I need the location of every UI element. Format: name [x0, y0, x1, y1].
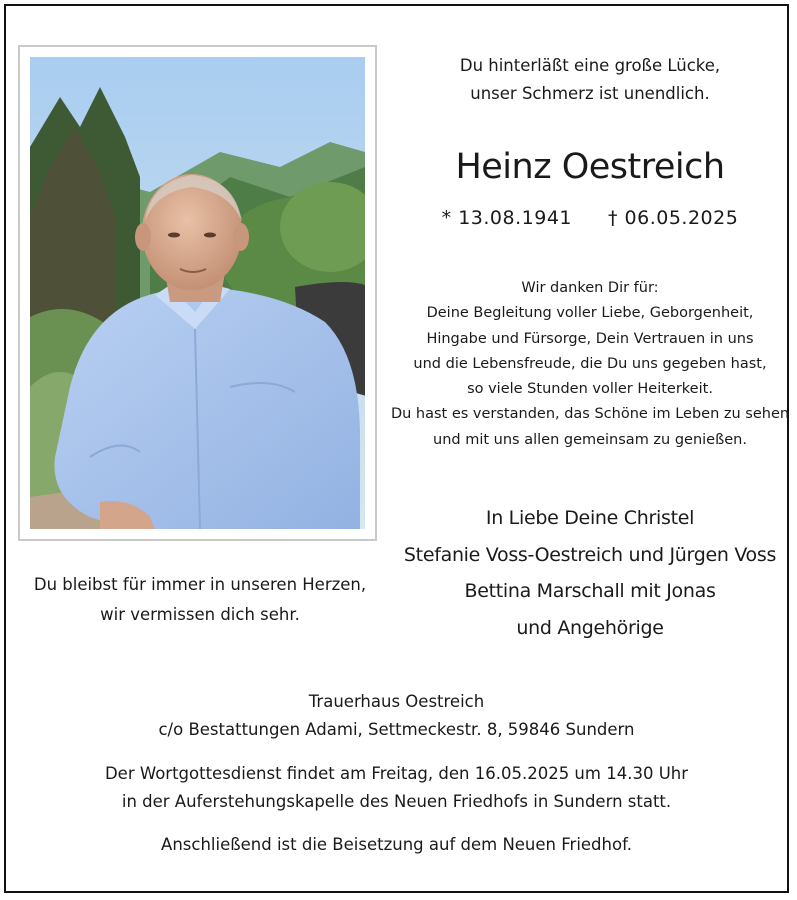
portrait-frame — [18, 45, 377, 541]
address-line: Trauerhaus Oestreich — [308, 692, 485, 711]
top-quote — [390, 52, 790, 108]
service-line: Der Wortgottesdienst findet am Freitag, den 16.05.2025 um 14.30 Uhr — [104, 764, 689, 783]
photo-quote-line: wir vermissen dich sehr. — [100, 605, 300, 624]
top-quote-line: unser Schmerz ist unendlich. — [470, 84, 710, 103]
thanks-line: und die Lebensfreude, die Du uns gegeben hast, — [413, 355, 767, 372]
top-quote-line: Du hinterläßt eine große Lücke, — [459, 56, 721, 75]
family-line: Bettina Marschall mit Jonas — [464, 580, 716, 602]
mourning-address — [4, 688, 789, 744]
thanks-line: Deine Begleitung voller Liebe, Geborgenheit, — [426, 305, 754, 322]
death-date: † 06.05.2025 — [608, 207, 739, 229]
burial-info: Anschließend ist die Beisetzung auf dem Neuen Friedhof. — [161, 835, 632, 854]
portrait-photo — [30, 57, 365, 529]
thanks-line: Du hast es verstanden, das Schöne im Leben zu sehen — [390, 406, 790, 423]
thanks-line: Hingabe und Fürsorge, Dein Vertrauen in uns — [426, 330, 754, 347]
thanks-line: so viele Stunden voller Heiterkeit. — [467, 381, 713, 398]
service-info — [4, 760, 789, 816]
family-line: und Angehörige — [516, 616, 664, 639]
thanks-line: und mit uns allen gemeinsam zu genießen. — [433, 431, 747, 448]
thanks-text — [390, 276, 790, 453]
family-line: Stefanie Voss-Oestreich und Jürgen Voss — [403, 543, 777, 566]
address-line: c/o Bestattungen Adami, Settmeckestr. 8, 59846 Sundern — [158, 720, 635, 739]
life-dates — [390, 204, 790, 232]
family-line: In Liebe Deine Christel — [485, 507, 695, 529]
birth-date: * 13.08.1941 — [441, 207, 572, 229]
service-line: in der Auferstehungskapelle des Neuen Friedhofs in Sundern statt. — [121, 792, 672, 811]
photo-quote-line: Du bleibst für immer in unseren Herzen, — [33, 575, 367, 594]
thanks-line: Wir danken Dir für: — [521, 280, 659, 296]
family-signature — [390, 500, 790, 646]
deceased-name: Heinz Oestreich — [455, 147, 725, 187]
photo-quote — [4, 570, 396, 630]
